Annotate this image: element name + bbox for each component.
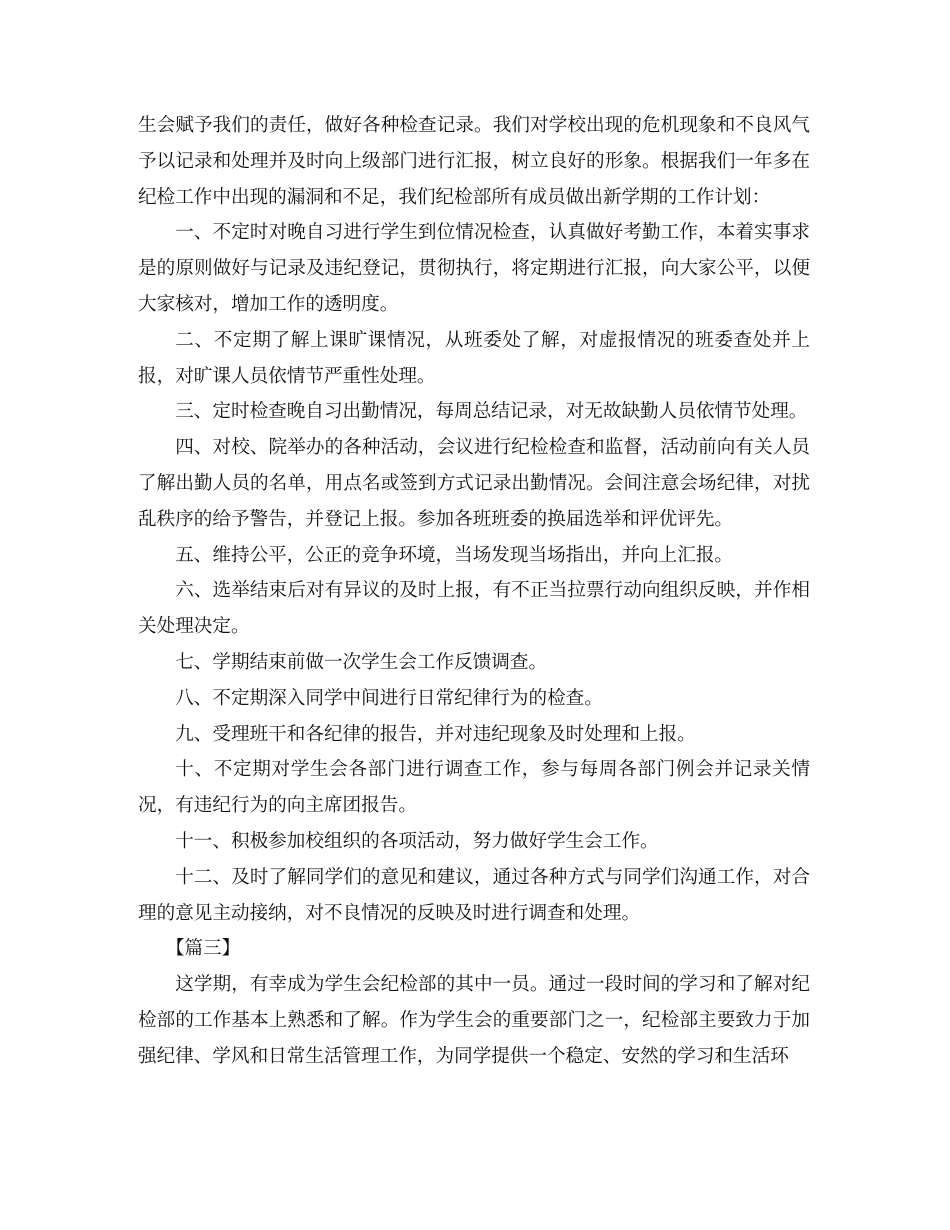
- paragraph-item-6: 六、选举结束后对有异议的及时上报，有不正当拉票行动向组织反映，并作相关处理决定。: [138, 580, 810, 638]
- paragraph-item-8: 八、不定期深入同学中间进行日常纪律行为的检查。: [175, 687, 603, 709]
- paragraph-item-1: 一、不定时对晚自习进行学生到位情况检查，认真做好考勤工作，本着实事求是的原则做好与记录及违纪登记，贯彻执行，将定期进行汇报，向大家公平，以便大家核对，增加工作的透明度。: [138, 222, 810, 315]
- document-body: [138, 108, 810, 1075]
- paragraph-item-9: 九、受理班干和各纪律的报告，并对违纪现象及时处理和上报。: [175, 723, 696, 745]
- paragraph-section-intro: 这学期，有幸成为学生会纪检部的其中一员。通过一段时间的学习和了解对纪检部的工作基本上熟悉和了解。作为学生会的重要部门之一，纪检部主要致力于加强纪律、学风和日常生活管理工作，为同学提供一个稳定、安然的学习和生活环: [138, 974, 810, 1067]
- paragraph-item-4: 四、对校、院举办的各种活动，会议进行纪检检查和监督，活动前向有关人员了解出勤人员的名单，用点名或签到方式记录出勤情况。会间注意会场纪律，对扰乱秩序的给予警告，并登记上报。参加各班班委的换届选举和评优评先。: [138, 437, 810, 530]
- paragraph-item-3: 三、定时检查晚自习出勤情况，每周总结记录，对无故缺勤人员依情节处理。: [175, 401, 808, 423]
- paragraph-item-12: 十二、及时了解同学们的意见和建议，通过各种方式与同学们沟通工作，对合理的意见主动接纳，对不良情况的反映及时进行调查和处理。: [138, 866, 810, 924]
- paragraph-item-11: 十一、积极参加校组织的各项活动，努力做好学生会工作。: [175, 830, 659, 852]
- paragraph-item-7: 七、学期结束前做一次学生会工作反馈调查。: [175, 651, 548, 673]
- paragraph-continuation: 生会赋予我们的责任，做好各种检查记录。我们对学校出现的危机现象和不良风气予以记录和处理并及时向上级部门进行汇报，树立良好的形象。根据我们一年多在纪检工作中出现的漏洞和不足，我们纪检部所有成员做出新学期的工作计划：: [138, 115, 810, 208]
- section-heading: 【篇三】: [165, 938, 241, 960]
- paragraph-item-10: 十、不定期对学生会各部门进行调查工作，参与每周各部门例会并记录关情况，有违纪行为的向主席团报告。: [138, 759, 810, 817]
- paragraph-item-5: 五、维持公平，公正的竞争环境，当场发现当场指出，并向上汇报。: [175, 544, 734, 566]
- paragraph-item-2: 二、不定期了解上课旷课情况，从班委处了解，对虚报情况的班委查处并上报，对旷课人员依情节严重性处理。: [138, 329, 810, 387]
